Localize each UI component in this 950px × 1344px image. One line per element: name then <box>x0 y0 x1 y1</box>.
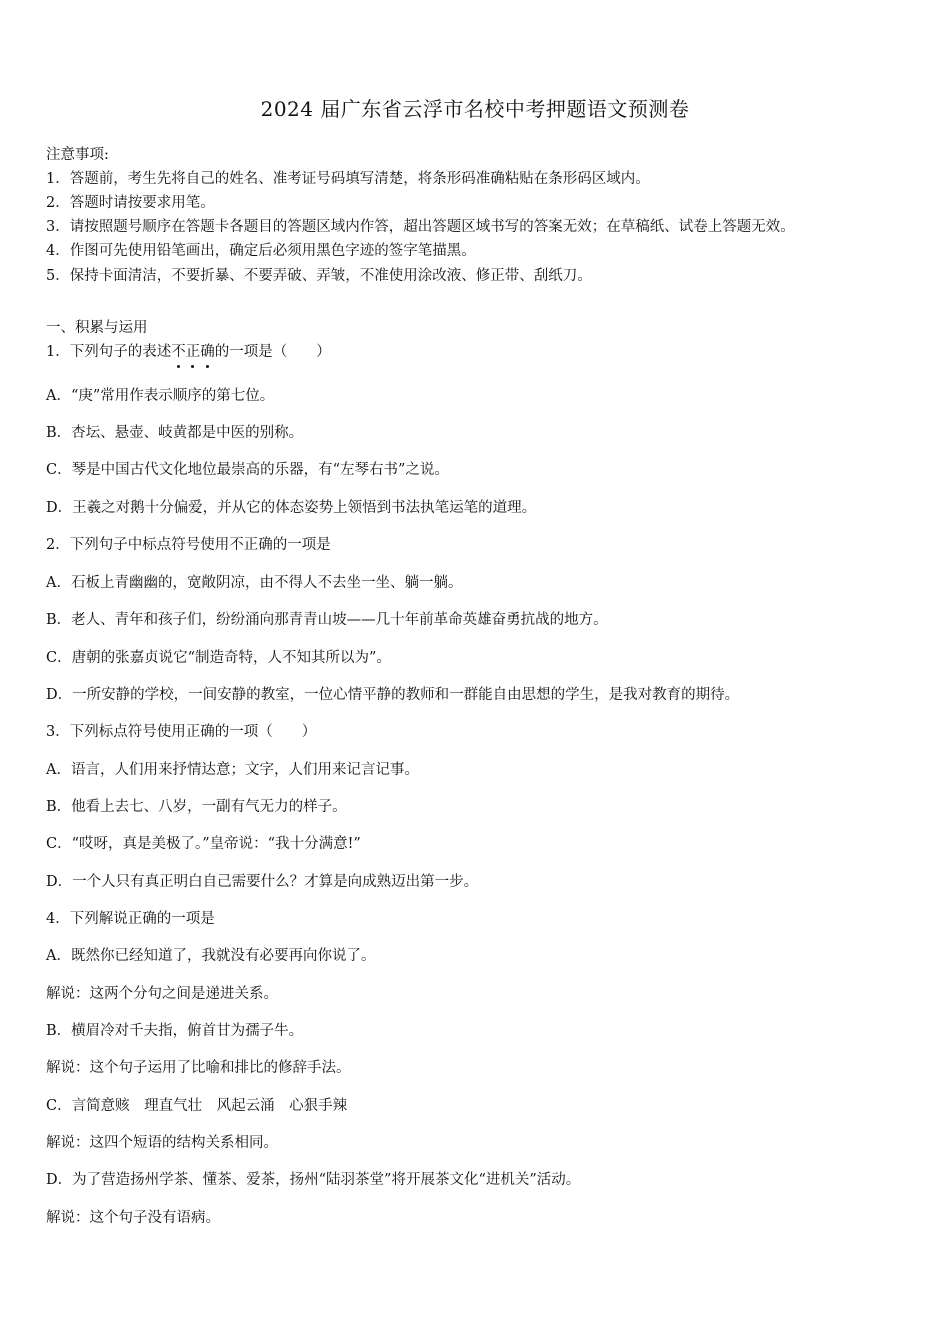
question-1-stem-before: 1．下列句子的表述 <box>46 344 172 360</box>
question-2-option-d: D．一所安静的学校，一间安静的教室，一位心情平静的教师和一群能自由思想的学生，是我对教育的期待。 <box>46 687 740 703</box>
question-1-option-b: B．杏坛、悬壶、岐黄都是中医的别称。 <box>46 425 304 441</box>
question-2-option-a: A．石板上青幽幽的，宽敞阴凉，由不得人不去坐一坐、躺一躺。 <box>46 575 463 591</box>
question-4-explanation-c: 解说：这四个短语的结构关系相同。 <box>46 1135 278 1151</box>
section-heading: 一、积累与运用 <box>46 320 148 336</box>
question-3-option-b: B．他看上去七、八岁，一副有气无力的样子。 <box>46 799 347 815</box>
question-4-option-b: B．横眉冷对千夫指，俯首甘为孺子牛。 <box>46 1023 304 1039</box>
question-4-stem: 4．下列解说正确的一项是 <box>46 911 215 927</box>
question-4-explanation-d: 解说：这个句子没有语病。 <box>46 1210 220 1226</box>
question-3-stem: 3．下列标点符号使用正确的一项（ ） <box>46 724 317 740</box>
question-4-option-d: D．为了营造扬州学茶、懂茶、爱茶，扬州“陆羽茶堂”将开展茶文化“进机关”活动。 <box>46 1172 581 1188</box>
exam-title: 2024 届广东省云浮市名校中考押题语文预测卷 <box>260 97 690 121</box>
question-1-stem-after: 的一项是（ ） <box>214 344 331 360</box>
question-3-option-c: C．“哎呀，真是美极了。”皇帝说：“我十分满意!” <box>46 836 361 852</box>
question-3-option-d: D．一个人只有真正明白自己需要什么？才算是向成熟迈出第一步。 <box>46 874 479 890</box>
notes-item-4: 4．作图可先使用铅笔画出，确定后必须用黑色字迹的签字笔描黑。 <box>46 243 476 259</box>
question-2-stem: 2．下列句子中标点符号使用不正确的一项是 <box>46 537 331 553</box>
emphasis-dot-char: 不 <box>171 344 186 360</box>
question-1-option-a: A．“庚”常用作表示顺序的第七位。 <box>46 388 275 404</box>
notes-item-1: 1．答题前，考生先将自己的姓名、准考证号码填写清楚，将条形码准确粘贴在条形码区域内。 <box>46 171 650 187</box>
notes-item-3: 3．请按照题号顺序在答题卡各题目的答题区域内作答，超出答题区域书写的答案无效；在草稿纸、试卷上答题无效。 <box>46 219 795 235</box>
question-1-option-d: D．王羲之对鹅十分偏爱，并从它的体态姿势上领悟到书法执笔运笔的道理。 <box>46 500 537 516</box>
question-1-stem <box>46 342 331 362</box>
question-4-explanation-a: 解说：这两个分句之间是递进关系。 <box>46 986 278 1002</box>
question-2-option-c: C．唐朝的张嘉贞说它“制造奇特，人不知其所以为”。 <box>46 650 391 666</box>
notes-heading: 注意事项: <box>46 147 109 163</box>
notes-item-5: 5．保持卡面清洁，不要折暴、不要弄破、弄皱，不准使用涂改液、修正带、刮纸刀。 <box>46 268 592 284</box>
question-1-option-c: C．琴是中国古代文化地位最崇高的乐器，有“左琴右书”之说。 <box>46 462 449 478</box>
emphasis-dot-char: 正 <box>185 344 201 360</box>
question-3-option-a: A．语言，人们用来抒情达意；文字，人们用来记言记事。 <box>46 762 419 778</box>
notes-item-2: 2．答题时请按要求用笔。 <box>46 195 215 211</box>
question-4-explanation-b: 解说：这个句子运用了比喻和排比的修辞手法。 <box>46 1060 351 1076</box>
question-4-option-a: A．既然你已经知道了，我就没有必要再向你说了。 <box>46 948 376 964</box>
question-2-option-b: B．老人、青年和孩子们，纷纷涌向那青青山坡——几十年前革命英雄奋勇抗战的地方。 <box>46 612 608 628</box>
question-4-option-c: C．言简意赅 理直气壮 风起云涌 心狠手辣 <box>46 1098 348 1114</box>
emphasis-dot-char: 确 <box>200 344 215 360</box>
